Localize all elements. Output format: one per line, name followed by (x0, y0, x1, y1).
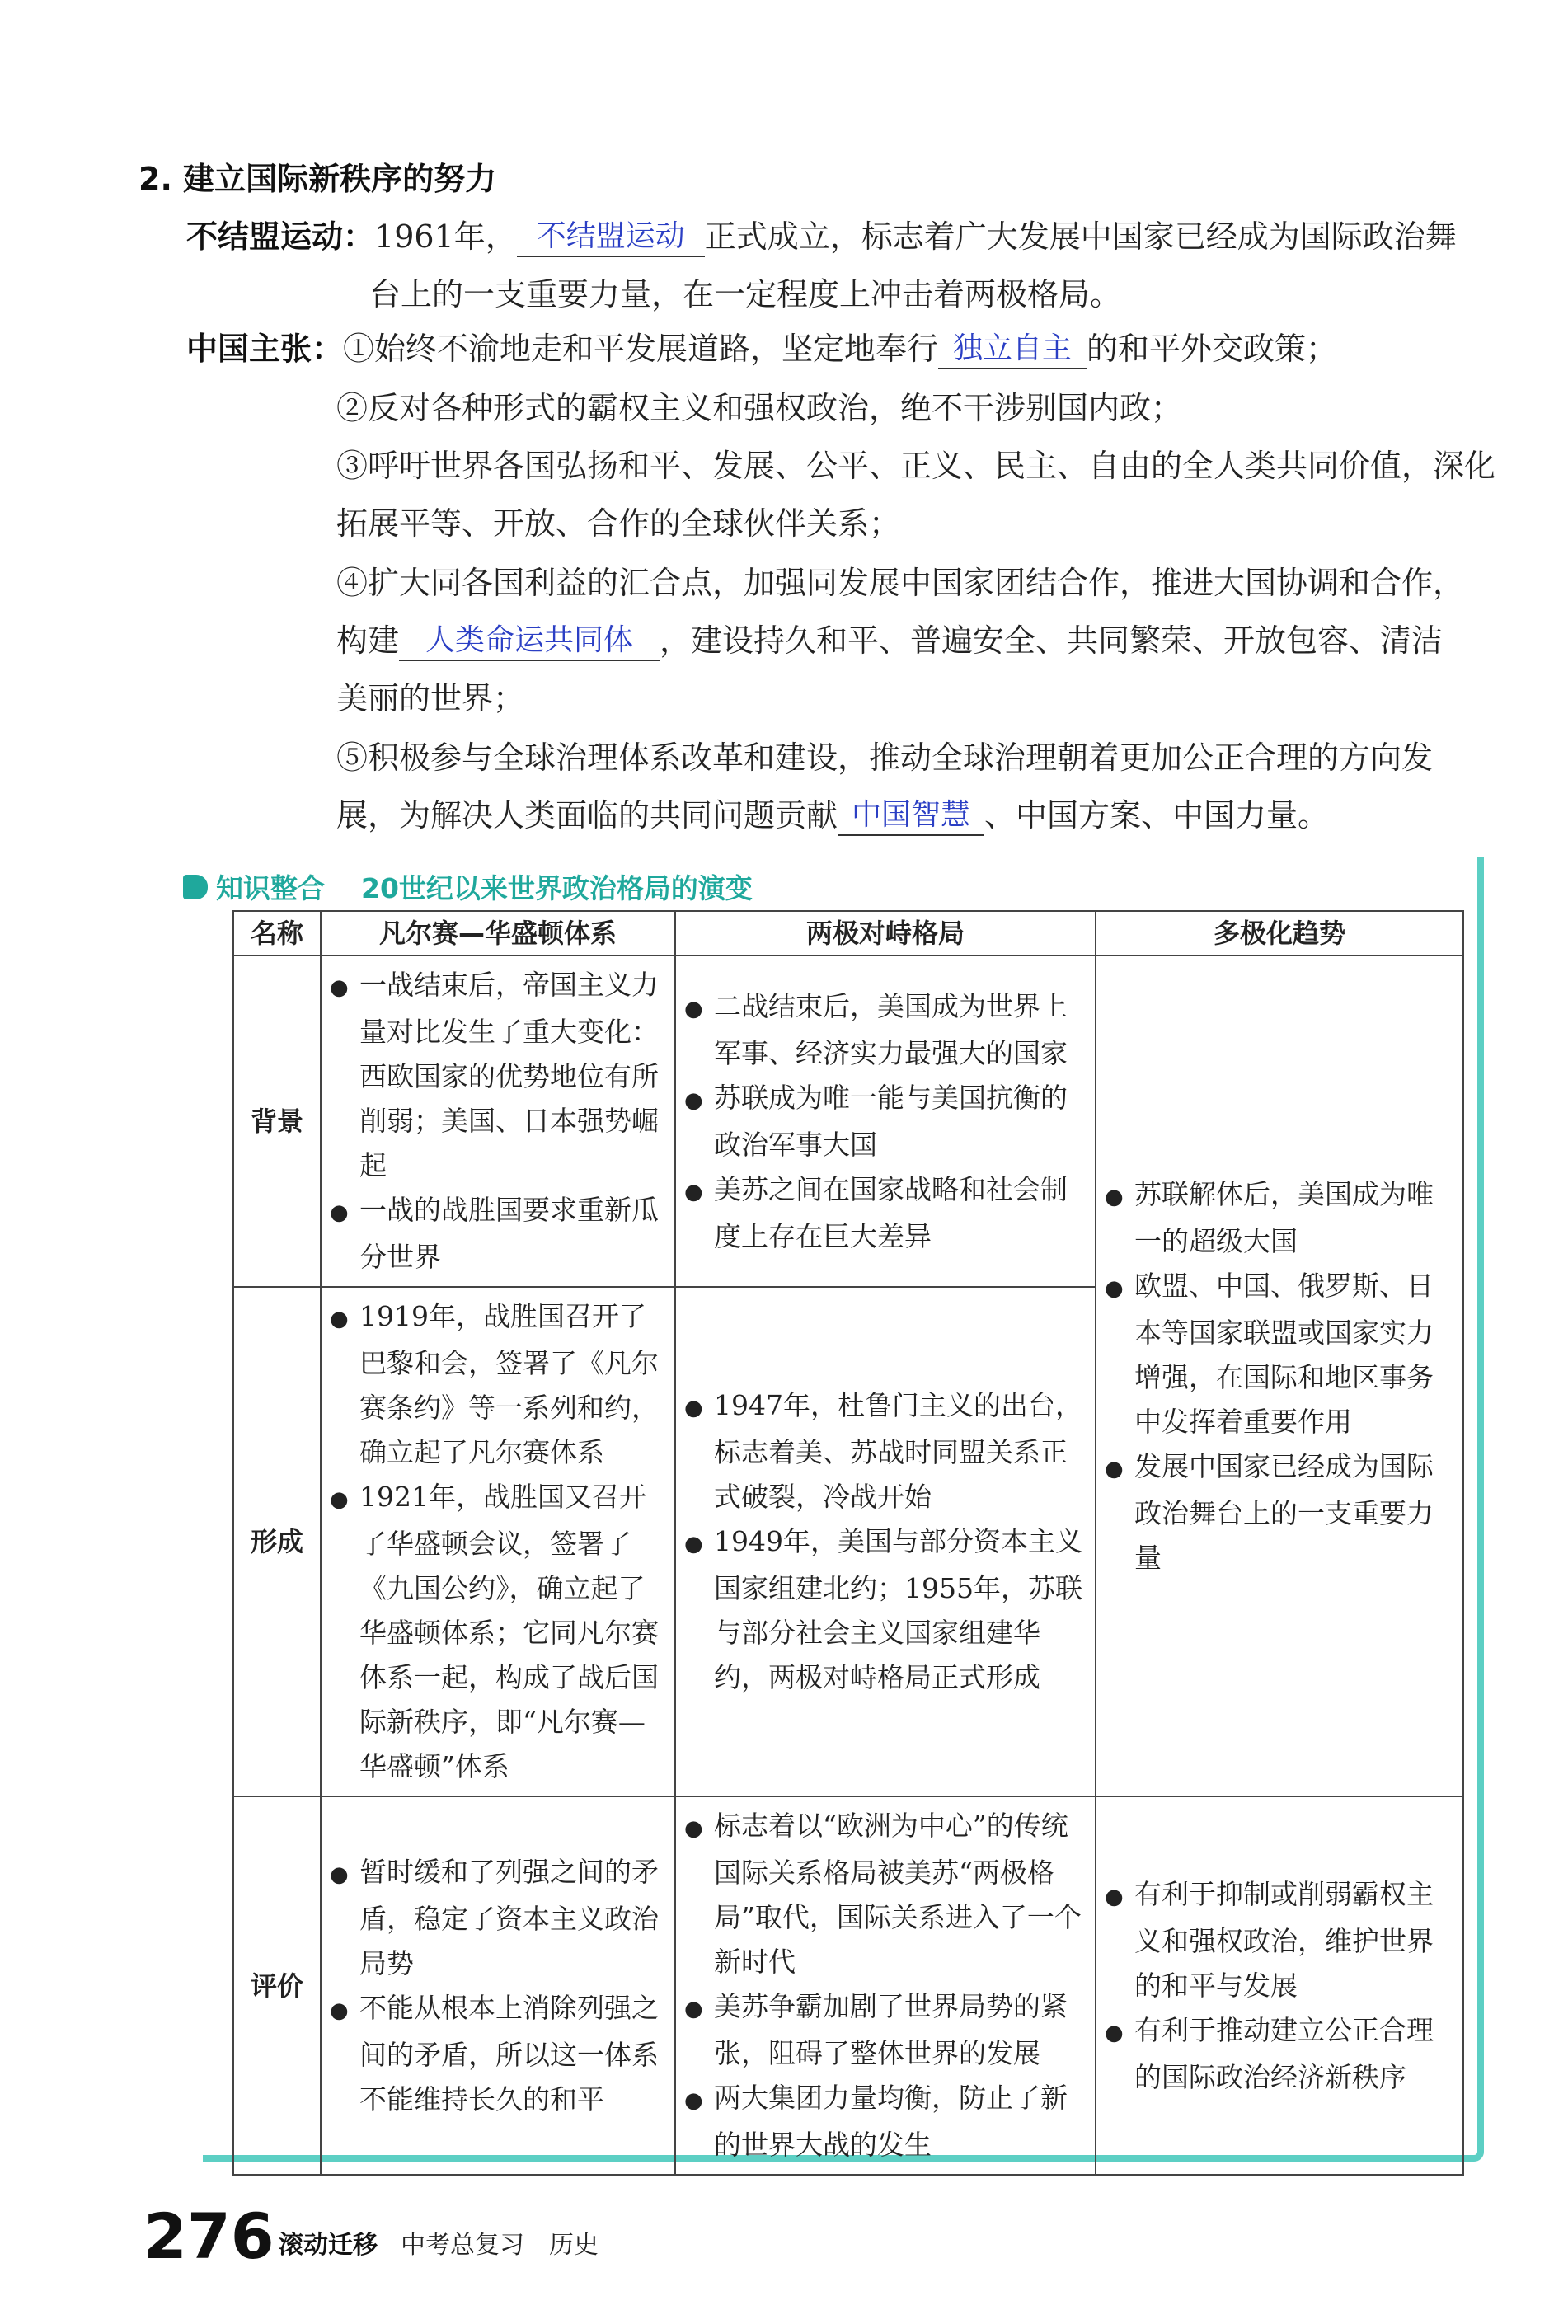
nam-answer-blank: 不结盟运动 (517, 218, 705, 257)
footer-brand: 滚动迁移 (279, 2231, 378, 2260)
list-item: ● 标志着以“欧洲为中心”的传统国际关系格局被美苏“两极格局”取代，国际关系进入了一个新时代 (684, 1804, 1087, 1984)
knowledge-title: 20世纪以来世界政治格局的演变 (361, 872, 753, 904)
cell-background-bipolar (675, 955, 1096, 1287)
cell-formation-bipolar (675, 1287, 1096, 1796)
footer-subject: 历史 (549, 2231, 599, 2260)
nam-pre: 1961年， (374, 218, 517, 255)
cell-evaluation-bipolar (675, 1796, 1096, 2175)
cell-background-versailles (321, 955, 675, 1287)
china-p4-answer-blank: 人类命运共同体 (399, 622, 660, 661)
china-p5-line-1: ⑤积极参与全球治理体系改革和建设，推动全球治理朝着更加公正合理的方向发 (336, 739, 1434, 776)
china-label: 中国主张： (186, 331, 344, 367)
china-p5-pre: 展，为解决人类面临的共同问题贡献 (336, 797, 838, 833)
table-row (233, 1796, 1463, 2175)
header-versailles: 凡尔赛—华盛顿体系 (321, 911, 675, 955)
list-item: ● 欧盟、中国、俄罗斯、日本等国家联盟或国家实力增强，在国际和地区事务中发挥着重要作用 (1105, 1264, 1454, 1444)
china-p1 (186, 328, 1337, 369)
china-p4-line-1: ④扩大同各国利益的汇合点，加强同发展中国家团结合作，推进大国协调和合作， (336, 565, 1465, 601)
table-header-row (233, 911, 1463, 955)
china-p1-pre: ①始终不渝地走和平发展道路，坚定地奉行 (343, 331, 939, 367)
list-item: ● 一战的战胜国要求重新瓜分世界 (330, 1188, 666, 1279)
nam-post: 正式成立，标志着广大发展中国家已经成为国际政治舞 (704, 218, 1457, 255)
china-p5-post: 、中国方案、中国力量。 (984, 797, 1330, 833)
china-p3-line-2: 拓展平等、开放、合作的全球伙伴关系； (336, 505, 901, 542)
cell-evaluation-versailles (321, 1796, 675, 2175)
china-p5-line-2 (336, 795, 1329, 836)
china-p2: ②反对各种形式的霸权主义和强权政治，绝不干涉别国内政； (336, 390, 1183, 426)
list-item: ● 有利于推动建立公正合理的国际政治经济新秩序 (1105, 2008, 1454, 2100)
table-row (233, 955, 1463, 1287)
row-label-formation: 形成 (233, 1287, 321, 1796)
nam-line-2: 台上的一支重要力量，在一定程度上冲击着两极格局。 (369, 276, 1122, 312)
header-bipolar: 两极对峙格局 (675, 911, 1096, 955)
list-item: ● 1949年，美国与部分资本主义国家组建北约；1955年，苏联与部分社会主义国家组建华约，两极对峙格局正式形成 (684, 1519, 1087, 1700)
page-number: 276 (143, 2200, 275, 2273)
china-p4-line-3: 美丽的世界； (336, 680, 525, 716)
row-label-evaluation: 评价 (233, 1796, 321, 2175)
list-item: ● 美苏之间在国家战略和社会制度上存在巨大差异 (684, 1167, 1087, 1259)
list-item: ● 1919年，战胜国召开了巴黎和会，签署了《凡尔赛条约》等一系列和约，确立起了凡尔赛体系 (330, 1294, 666, 1475)
header-multipolar: 多极化趋势 (1096, 911, 1463, 955)
knowledge-tag-icon (183, 875, 208, 899)
footer-series: 中考总复习 (401, 2231, 524, 2260)
nam-line-1 (186, 216, 1457, 257)
china-p1-post: 的和平外交政策； (1087, 331, 1338, 367)
nam-label: 不结盟运动： (186, 218, 375, 255)
evolution-table (232, 910, 1464, 2176)
list-item: ● 美苏争霸加剧了世界局势的紧张，阻碍了整体世界的发展 (684, 1984, 1087, 2076)
knowledge-tag: 知识整合 (216, 872, 325, 904)
knowledge-header (183, 867, 753, 906)
cell-multipolar-merged (1096, 955, 1463, 1796)
china-p4-post: ，建设持久和平、普遍安全、共同繁荣、开放包容、清洁 (660, 622, 1444, 659)
list-item: ● 苏联成为唯一能与美国抗衡的政治军事大国 (684, 1076, 1087, 1167)
list-item: ● 有利于抑制或削弱霸权主义和强权政治，维护世界的和平与发展 (1105, 1872, 1454, 2008)
list-item: ● 发展中国家已经成为国际政治舞台上的一支重要力量 (1105, 1444, 1454, 1580)
cell-evaluation-multipolar (1096, 1796, 1463, 2175)
list-item: ● 苏联解体后，美国成为唯一的超级大国 (1105, 1172, 1454, 1264)
section-title: 2. 建立国际新秩序的努力 (138, 161, 497, 197)
list-item: ● 暂时缓和了列强之间的矛盾，稳定了资本主义政治局势 (330, 1850, 666, 1986)
header-name: 名称 (233, 911, 321, 955)
list-item: ● 二战结束后，美国成为世界上军事、经济实力最强大的国家 (684, 984, 1087, 1076)
china-p5-answer-blank: 中国智慧 (838, 796, 984, 836)
china-p4-line-2 (336, 620, 1443, 661)
china-p3-line-1: ③呼吁世界各国弘扬和平、发展、公平、正义、民主、自由的全人类共同价值，深化 (336, 448, 1496, 484)
row-label-background: 背景 (233, 955, 321, 1287)
list-item: ● 一战结束后，帝国主义力量对比发生了重大变化：西欧国家的优势地位有所削弱；美国、日本强势崛起 (330, 963, 666, 1188)
list-item: ● 1947年，杜鲁门主义的出台，标志着美、苏战时同盟关系正式破裂，冷战开始 (684, 1383, 1087, 1519)
list-item: ● 两大集团力量均衡，防止了新的世界大战的发生 (684, 2076, 1087, 2167)
china-p4-pre: 构建 (336, 622, 400, 659)
cell-formation-versailles (321, 1287, 675, 1796)
china-p1-answer-blank: 独立自主 (938, 330, 1087, 369)
list-item: ● 不能从根本上消除列强之间的矛盾，所以这一体系不能维持长久的和平 (330, 1986, 666, 2122)
list-item: ● 1921年，战胜国又召开了华盛顿会议，签署了《九国公约》，确立起了华盛顿体系；它同凡尔赛体系一起，构成了战后国际新秩序，即“凡尔赛—华盛顿”体系 (330, 1475, 666, 1789)
